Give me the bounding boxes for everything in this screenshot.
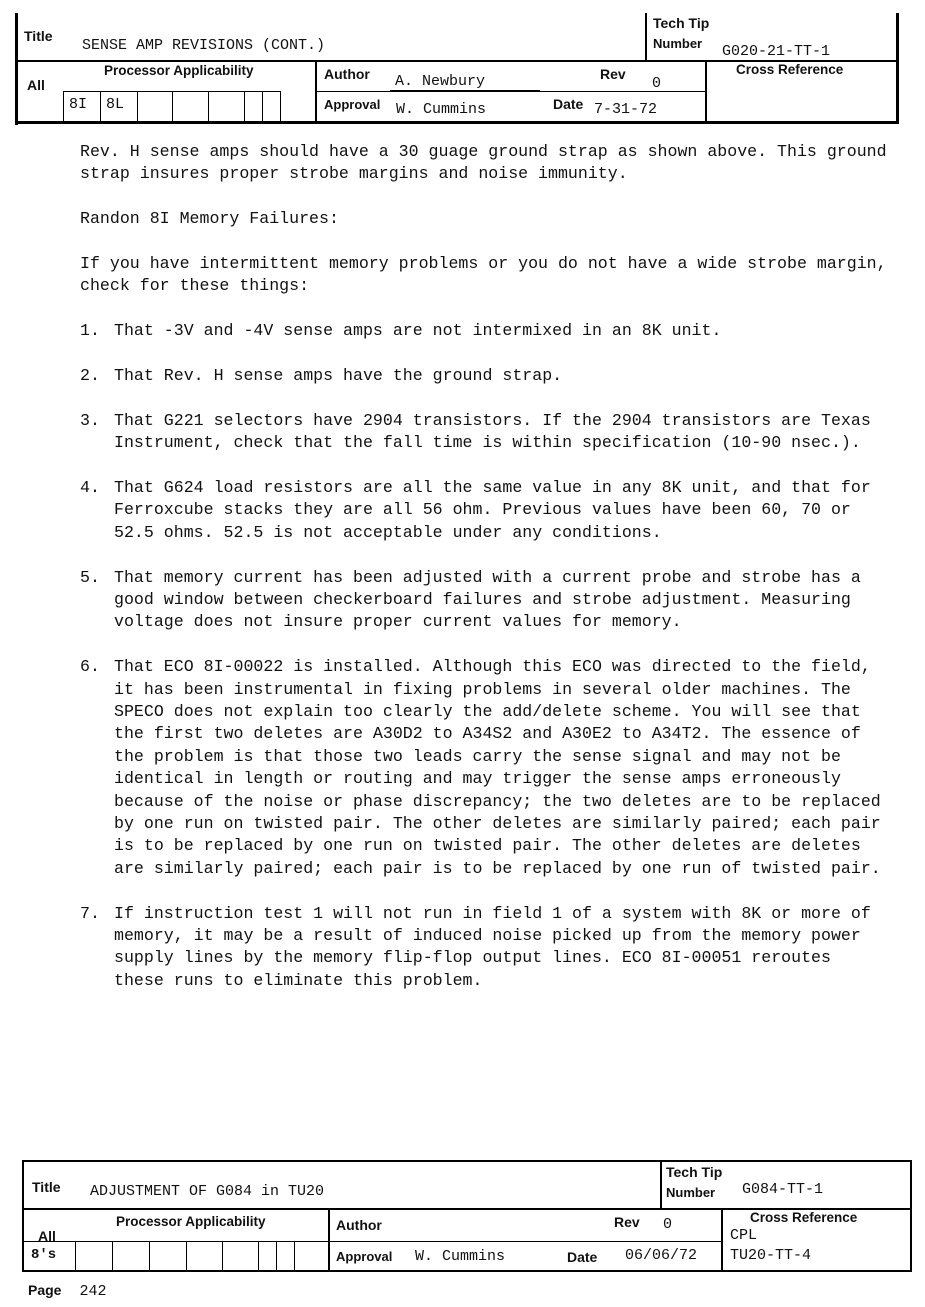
processor-applicability-label: Processor Applicability	[116, 1214, 266, 1229]
tech-tip-number: G020-21-TT-1	[722, 43, 831, 60]
rev-label: Rev	[600, 66, 626, 82]
page-number: 242	[79, 1283, 107, 1300]
cross-reference-value: CPL	[730, 1227, 758, 1244]
approval-value: W. Cummins	[415, 1248, 506, 1265]
page-label: Page	[28, 1282, 62, 1298]
date-label: Date	[567, 1249, 598, 1265]
tech-tip-label: Tech Tip	[666, 1164, 723, 1180]
author-value: A. Newbury	[395, 73, 486, 90]
document-title: SENSE AMP REVISIONS (CONT.)	[82, 37, 326, 54]
section-heading: Randon 8I Memory Failures:	[80, 209, 339, 229]
intro-paragraph: Rev. H sense amps should have a 30 guage ground strap as shown above. This ground strap insures proper strobe margins and noise immunity.	[80, 142, 887, 184]
all-label: All	[38, 1228, 56, 1244]
applicability-cell: 8's	[31, 1247, 57, 1263]
tech-tip-label: Tech Tip	[653, 15, 710, 31]
title-label: Title	[32, 1179, 61, 1195]
applicability-cell: 8I	[69, 96, 88, 113]
document-title: ADJUSTMENT OF G084 in TU20	[90, 1183, 325, 1200]
applicability-cell: 8L	[106, 96, 125, 113]
page-footer	[28, 1282, 106, 1300]
rev-value: 0	[652, 75, 662, 92]
cross-reference-label: Cross Reference	[736, 62, 844, 77]
list-item: 1. That -3V and -4V sense amps are not intermixed in an 8K unit.	[80, 321, 722, 341]
date-value: 7-31-72	[594, 101, 658, 118]
title-label: Title	[24, 28, 53, 44]
all-label: All	[27, 77, 45, 93]
processor-applicability-label: Processor Applicability	[104, 63, 254, 78]
list-item: 2. That Rev. H sense amps have the ground strap.	[80, 366, 563, 385]
rev-value: 0	[663, 1216, 673, 1233]
list-item: 3. That G221 selectors have 2904 transistors. If the 2904 transistors are Texas Instrument, check that the fall time is within specification (10-90 nsec.).	[80, 410, 871, 453]
author-label: Author	[324, 66, 370, 82]
list-item: 6. That ECO 8I-00022 is installed. Although this ECO was directed to the field, it has been instrumental in fixing problems in several older machines. The SPECO does not explain too clearly the add/delete scheme. You will see that the first two deletes are A30D2 to A34S2 and A30E2 to A34T2. The essence of the problem is that those two leads carry the sense signal and may not be identical in length or routing and may trigger the sense amps erroneously because of the noise or phase discrepancy; the two deletes are to be replaced by one run on twisted pair. The other deletes are similarly paired; each pair is to be replaced by one run on twisted pair. The other deletes are deletes are similarly paired; each pair is to be replaced by one run of twisted pair.	[80, 657, 881, 878]
list-item: 4. That G624 load resistors are all the same value in any 8K unit, and that for Ferroxcube stacks they are all 56 ohm. Previous values have been 60, 70 or 52.5 ohms. 52.5 is not acceptable under any conditions.	[80, 478, 871, 542]
list-item: 5. That memory current has been adjusted with a current probe and strobe has a good window between checkerboard failures and strobe adjustment. Measuring voltage does not insure proper current values for memory.	[80, 567, 861, 632]
rev-label: Rev	[614, 1214, 640, 1230]
cross-reference-value: TU20-TT-4	[730, 1247, 812, 1264]
number-label: Number	[666, 1185, 716, 1200]
lead-paragraph: If you have intermittent memory problems or you do not have a wide strobe margin, check for these things:	[80, 254, 887, 296]
date-label: Date	[553, 96, 584, 112]
author-label: Author	[336, 1217, 382, 1233]
approval-label: Approval	[324, 97, 381, 112]
date-value: 06/06/72	[625, 1247, 698, 1264]
number-label: Number	[653, 36, 703, 51]
list-item: 7. If instruction test 1 will not run in field 1 of a system with 8K or more of memory, it may be a result of induced noise picked up from the memory power supply lines by the memory flip-flop output lines. ECO 8I-00051 reroutes these runs to eliminate this problem.	[80, 903, 871, 990]
approval-label: Approval	[336, 1249, 393, 1264]
cross-reference-label: Cross Reference	[750, 1210, 858, 1225]
tech-tip-number: G084-TT-1	[742, 1181, 824, 1198]
approval-value: W. Cummins	[396, 101, 487, 118]
